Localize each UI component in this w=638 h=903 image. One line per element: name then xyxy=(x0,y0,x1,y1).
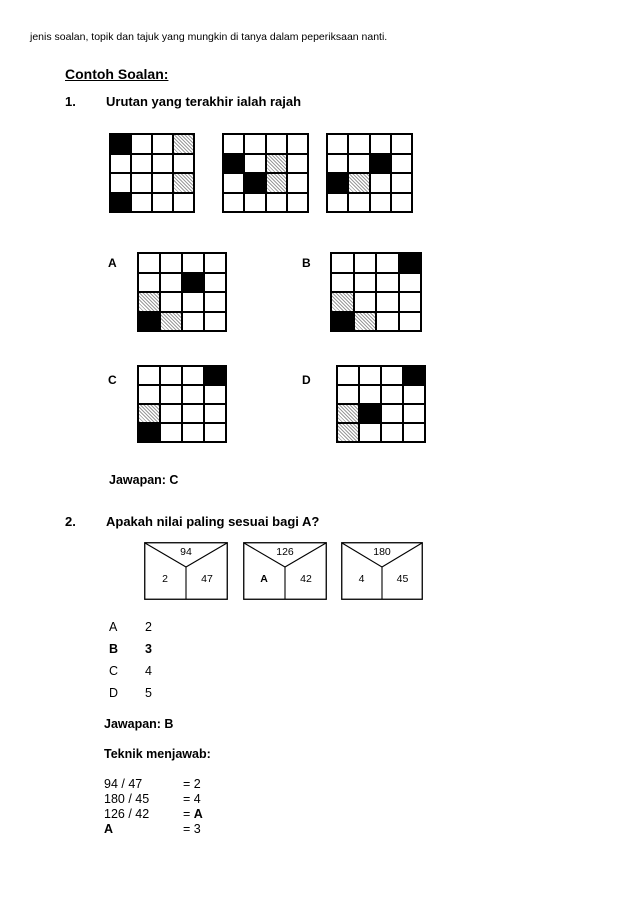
sequence-grid-3-cell-14 xyxy=(348,193,369,213)
sequence-grid-1-cell-1 xyxy=(110,134,131,154)
option-b-grid xyxy=(330,252,422,332)
technique-res-4: = 3 xyxy=(183,822,201,836)
option-a-grid-cell-11 xyxy=(182,292,204,312)
option-c-grid-cell-2 xyxy=(160,366,182,385)
option-c-grid-cell-4 xyxy=(204,366,226,385)
option-c-grid-cell-7 xyxy=(182,385,204,404)
option-b-grid-cell-9 xyxy=(331,292,354,312)
option-d-grid-cell-1 xyxy=(337,366,359,385)
sequence-grid-1-cell-10 xyxy=(131,173,152,193)
sequence-grid-1-cell-14 xyxy=(131,193,152,213)
option-b-grid-cell-10 xyxy=(354,292,377,312)
option-c-grid-cell-11 xyxy=(182,404,204,423)
sequence-grid-1-cell-15 xyxy=(152,193,173,213)
option-c-grid-cell-15 xyxy=(182,423,204,442)
q1-text: Urutan yang terakhir ialah rajah xyxy=(106,94,302,109)
sequence-grid-3-cell-11 xyxy=(370,173,391,193)
sequence-grid-3-cell-13 xyxy=(327,193,348,213)
option-a-grid-cell-6 xyxy=(160,273,182,293)
sequence-grid-2-cell-4 xyxy=(287,134,308,154)
sequence-grid-3-cell-3 xyxy=(370,134,391,154)
q2-option-a-letter: A xyxy=(109,620,118,634)
option-a-grid-cell-12 xyxy=(204,292,226,312)
option-d-grid-cell-14 xyxy=(359,423,381,442)
sequence-grid-3-cell-8 xyxy=(391,154,412,174)
option-c-grid xyxy=(137,365,227,443)
sequence-grid-3-cell-4 xyxy=(391,134,412,154)
sequence-grid-1-cell-12 xyxy=(173,173,194,193)
option-b-grid-cell-5 xyxy=(331,273,354,293)
option-c-grid-cell-16 xyxy=(204,423,226,442)
option-b-grid-cell-4 xyxy=(399,253,422,273)
sequence-grid-2-cell-12 xyxy=(287,173,308,193)
sequence-grid-1-cell-9 xyxy=(110,173,131,193)
envelope-1-top: 94 xyxy=(180,546,192,558)
option-c-grid-cell-9 xyxy=(138,404,160,423)
sequence-grid-1-cell-16 xyxy=(173,193,194,213)
sequence-grid-1-cell-5 xyxy=(110,154,131,174)
q2-option-b-letter: B xyxy=(109,642,119,656)
sequence-grid-2-cell-7 xyxy=(266,154,287,174)
section-heading: Contoh Soalan: xyxy=(65,66,169,82)
option-d-grid-cell-13 xyxy=(337,423,359,442)
sequence-grid-2-cell-16 xyxy=(287,193,308,213)
option-b-grid-cell-8 xyxy=(399,273,422,293)
option-d-grid-cell-6 xyxy=(359,385,381,404)
sequence-grid-2-cell-9 xyxy=(223,173,244,193)
envelope-1 xyxy=(144,542,228,600)
q2-option-d-letter: D xyxy=(109,686,119,700)
option-b-grid-cell-12 xyxy=(399,292,422,312)
option-a-grid-cell-1 xyxy=(138,253,160,273)
option-d-grid-cell-4 xyxy=(403,366,425,385)
q2-number: 2. xyxy=(65,514,76,529)
option-c-grid-cell-6 xyxy=(160,385,182,404)
sequence-grid-2-cell-13 xyxy=(223,193,244,213)
option-d-grid-cell-3 xyxy=(381,366,403,385)
option-a-label: A xyxy=(108,256,117,270)
sequence-grid-2-cell-1 xyxy=(223,134,244,154)
sequence-grid-2-cell-14 xyxy=(244,193,265,213)
sequence-grid-1-cell-3 xyxy=(152,134,173,154)
option-c-label: C xyxy=(108,373,117,387)
sequence-grid-2-cell-10 xyxy=(244,173,265,193)
sequence-grid-3-cell-9 xyxy=(327,173,348,193)
sequence-grid-2-cell-2 xyxy=(244,134,265,154)
option-a-grid-cell-14 xyxy=(160,312,182,332)
q2-option-d-value: 5 xyxy=(145,686,152,700)
sequence-grid-3-cell-7 xyxy=(370,154,391,174)
option-d-grid-cell-9 xyxy=(337,404,359,423)
option-d-grid-cell-12 xyxy=(403,404,425,423)
sequence-grid-2-cell-15 xyxy=(266,193,287,213)
technique-expr-2: 180 / 45 xyxy=(104,792,150,806)
option-b-grid-cell-7 xyxy=(376,273,399,293)
sequence-grid-1-cell-8 xyxy=(173,154,194,174)
q2-option-c-value: 4 xyxy=(145,664,152,678)
sequence-grid-3-cell-12 xyxy=(391,173,412,193)
option-a-grid-cell-8 xyxy=(204,273,226,293)
option-a-grid-cell-3 xyxy=(182,253,204,273)
sequence-grid-3-cell-10 xyxy=(348,173,369,193)
envelope-1-right: 47 xyxy=(201,573,213,585)
option-a-grid-cell-15 xyxy=(182,312,204,332)
q2-answer: Jawapan: B xyxy=(104,717,174,731)
option-d-grid-cell-11 xyxy=(381,404,403,423)
option-d-grid-cell-10 xyxy=(359,404,381,423)
q1-number: 1. xyxy=(65,94,76,109)
option-a-grid-cell-5 xyxy=(138,273,160,293)
option-a-grid-cell-10 xyxy=(160,292,182,312)
technique-expr-3: 126 / 42 xyxy=(104,807,150,821)
sequence-grid-2 xyxy=(222,133,309,213)
option-c-grid-cell-5 xyxy=(138,385,160,404)
option-d-grid xyxy=(336,365,426,443)
sequence-grid-1-cell-13 xyxy=(110,193,131,213)
envelope-3 xyxy=(341,542,423,600)
option-b-grid-cell-6 xyxy=(354,273,377,293)
option-c-grid-cell-1 xyxy=(138,366,160,385)
option-d-grid-cell-7 xyxy=(381,385,403,404)
option-c-grid-cell-10 xyxy=(160,404,182,423)
sequence-grid-3-cell-15 xyxy=(370,193,391,213)
q2-option-c-letter: C xyxy=(109,664,119,678)
option-b-label: B xyxy=(302,256,311,270)
option-d-grid-cell-8 xyxy=(403,385,425,404)
option-b-grid-cell-15 xyxy=(376,312,399,332)
sequence-grid-2-cell-8 xyxy=(287,154,308,174)
sequence-grid-3-cell-1 xyxy=(327,134,348,154)
option-d-label: D xyxy=(302,373,311,387)
envelope-3-top: 180 xyxy=(373,546,391,558)
option-d-grid-cell-5 xyxy=(337,385,359,404)
sequence-grid-1-cell-7 xyxy=(152,154,173,174)
option-c-grid-cell-14 xyxy=(160,423,182,442)
option-d-grid-cell-15 xyxy=(381,423,403,442)
q2-text: Apakah nilai paling sesuai bagi A? xyxy=(106,514,320,529)
option-a-grid-cell-7 xyxy=(182,273,204,293)
option-a-grid-cell-16 xyxy=(204,312,226,332)
sequence-grid-1-cell-2 xyxy=(131,134,152,154)
technique-res-1: = 2 xyxy=(183,777,201,791)
technique-expr-1: 94 / 47 xyxy=(104,777,143,791)
sequence-grid-3-cell-6 xyxy=(348,154,369,174)
option-b-grid-cell-1 xyxy=(331,253,354,273)
option-a-grid xyxy=(137,252,227,332)
option-b-grid-cell-11 xyxy=(376,292,399,312)
option-a-grid-cell-13 xyxy=(138,312,160,332)
option-c-grid-cell-12 xyxy=(204,404,226,423)
option-a-grid-cell-4 xyxy=(204,253,226,273)
option-c-grid-cell-13 xyxy=(138,423,160,442)
q2-option-b-value: 3 xyxy=(145,642,152,656)
option-b-grid-cell-2 xyxy=(354,253,377,273)
q2-option-a-value: 2 xyxy=(145,620,152,634)
sequence-grid-2-cell-11 xyxy=(266,173,287,193)
option-b-grid-cell-14 xyxy=(354,312,377,332)
sequence-grid-2-cell-6 xyxy=(244,154,265,174)
technique-title: Teknik menjawab: xyxy=(104,747,211,761)
envelope-2-top: 126 xyxy=(276,546,294,558)
envelope-3-right: 45 xyxy=(396,573,409,585)
sequence-grid-1-cell-6 xyxy=(131,154,152,174)
envelope-2-left: A xyxy=(260,573,268,585)
technique-res-3: = A xyxy=(183,807,203,821)
option-b-grid-cell-16 xyxy=(399,312,422,332)
sequence-grid-3-cell-2 xyxy=(348,134,369,154)
option-c-grid-cell-8 xyxy=(204,385,226,404)
envelope-3-left: 4 xyxy=(358,573,365,585)
intro-text: jenis soalan, topik dan tajuk yang mungkin di tanya dalam peperiksaan nanti. xyxy=(30,31,388,43)
option-c-grid-cell-3 xyxy=(182,366,204,385)
envelope-2-right: 42 xyxy=(300,573,312,585)
sequence-grid-3 xyxy=(326,133,413,213)
option-b-grid-cell-3 xyxy=(376,253,399,273)
sequence-grid-3-cell-16 xyxy=(391,193,412,213)
sequence-grid-1 xyxy=(109,133,195,213)
sequence-grid-3-cell-5 xyxy=(327,154,348,174)
envelope-1-left: 2 xyxy=(162,573,168,585)
sequence-grid-1-cell-11 xyxy=(152,173,173,193)
q1-answer: Jawapan: C xyxy=(109,473,179,487)
option-b-grid-cell-13 xyxy=(331,312,354,332)
option-a-grid-cell-2 xyxy=(160,253,182,273)
option-a-grid-cell-9 xyxy=(138,292,160,312)
sequence-grid-2-cell-5 xyxy=(223,154,244,174)
envelope-2 xyxy=(243,542,327,600)
option-d-grid-cell-16 xyxy=(403,423,425,442)
sequence-grid-2-cell-3 xyxy=(266,134,287,154)
technique-expr-4: A xyxy=(104,822,114,836)
technique-res-2: = 4 xyxy=(183,792,201,806)
sequence-grid-1-cell-4 xyxy=(173,134,194,154)
option-d-grid-cell-2 xyxy=(359,366,381,385)
